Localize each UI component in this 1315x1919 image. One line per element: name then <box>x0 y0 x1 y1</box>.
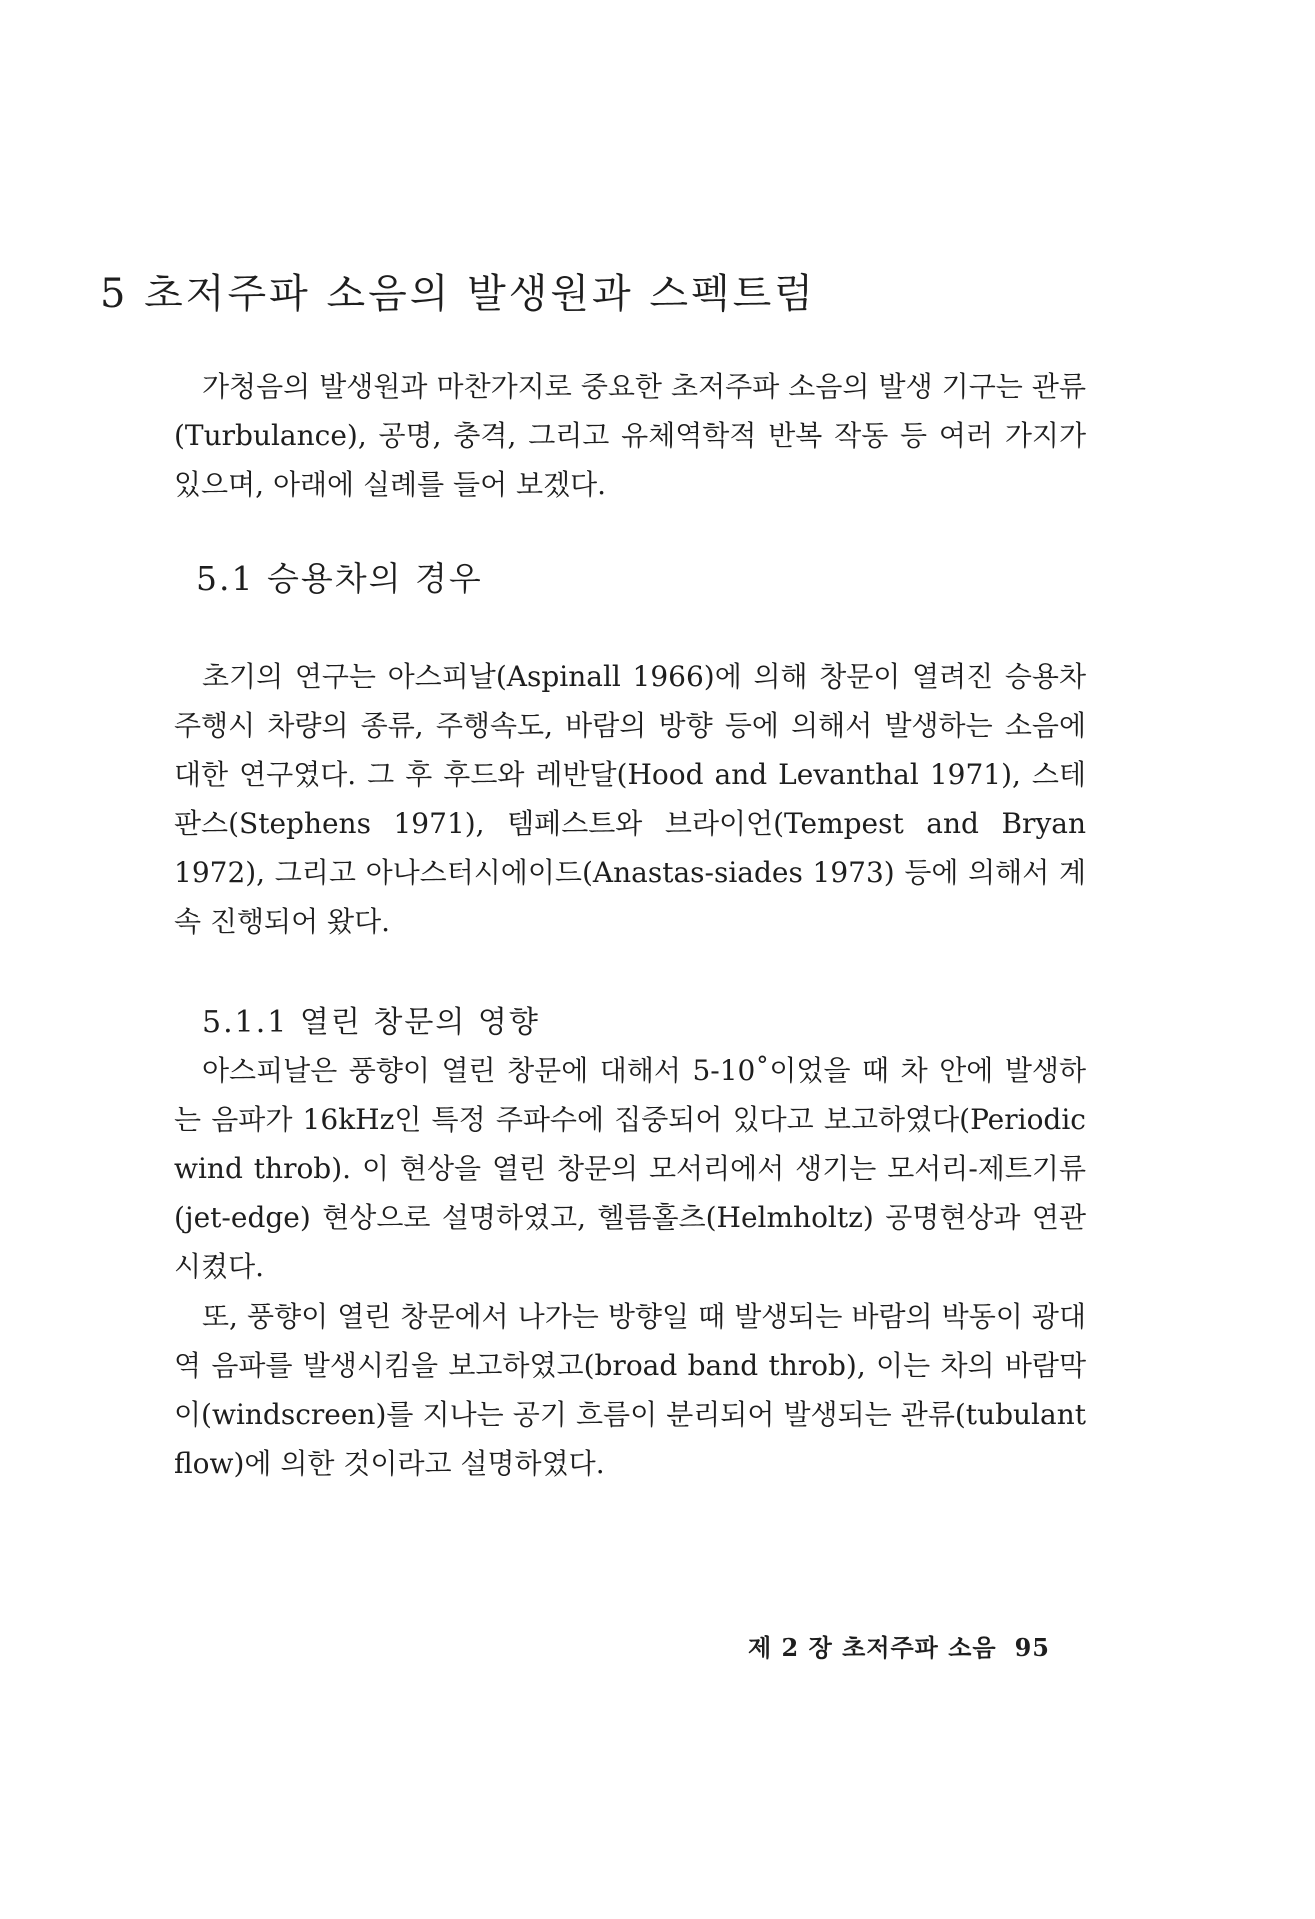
page-footer <box>748 1628 1050 1663</box>
intro-paragraph: 가청음의 발생원과 마찬가지로 중요한 초저주파 소음의 발생 기구는 관류(Turbulance), 공명, 충격, 그리고 유체역학적 반복 작동 등 여러 가지가 있으며, 아래에 실례를 들어 보겠다. <box>174 370 1086 501</box>
section-5-1-paragraph: 초기의 연구는 아스피날(Aspinall 1966)에 의해 창문이 열려진 승용차 주행시 차량의 종류, 주행속도, 바람의 방향 등에 의해서 발생하는 소음에 대한 연구였다. 그 후 후드와 레반달(Hood and Levanthal 1971), 스테판스(Stephens 1971), 템페스트와 브라이언(Tempest and Bryan 1972), 그리고 아나스터시에이드(Anastas-siades 1973) 등에 의해서 계속 진행되어 왔다. <box>174 660 1086 938</box>
page-number: 95 <box>1014 1633 1050 1662</box>
chapter-title: 5 초저주파 소음의 발생원과 스펙트럼 <box>100 271 816 317</box>
section-5-1-1-paragraph-2: 또, 풍향이 열린 창문에서 나가는 방향일 때 발생되는 바람의 박동이 광대역 음파를 발생시킴을 보고하였고(broad band throb), 이는 차의 바람막이(windscreen)를 지나는 공기 흐름이 분리되어 발생되는 관류(tubulant flow)에 의한 것이라고 설명하였다. <box>174 1300 1086 1480</box>
running-chapter-title: 제 2 장 초저주파 소음 <box>748 1633 997 1662</box>
section-5-1-heading: 5.1 승용차의 경우 <box>196 559 483 598</box>
section-5-1-1-paragraph-1: 아스피날은 풍향이 열린 창문에 대해서 5-10˚이었을 때 차 안에 발생하는 음파가 16kHz인 특정 주파수에 집중되어 있다고 보고하였다(Periodic wind throb). 이 현상을 열린 창문의 모서리에서 생기는 모서리-제트기류(jet-edge) 현상으로 설명하였고, 헬름홀츠(Helmholtz) 공명현상과 연관시켰다. <box>174 1054 1086 1283</box>
section-5-1-1-heading: 5.1.1 열린 창문의 영향 <box>202 1005 540 1040</box>
